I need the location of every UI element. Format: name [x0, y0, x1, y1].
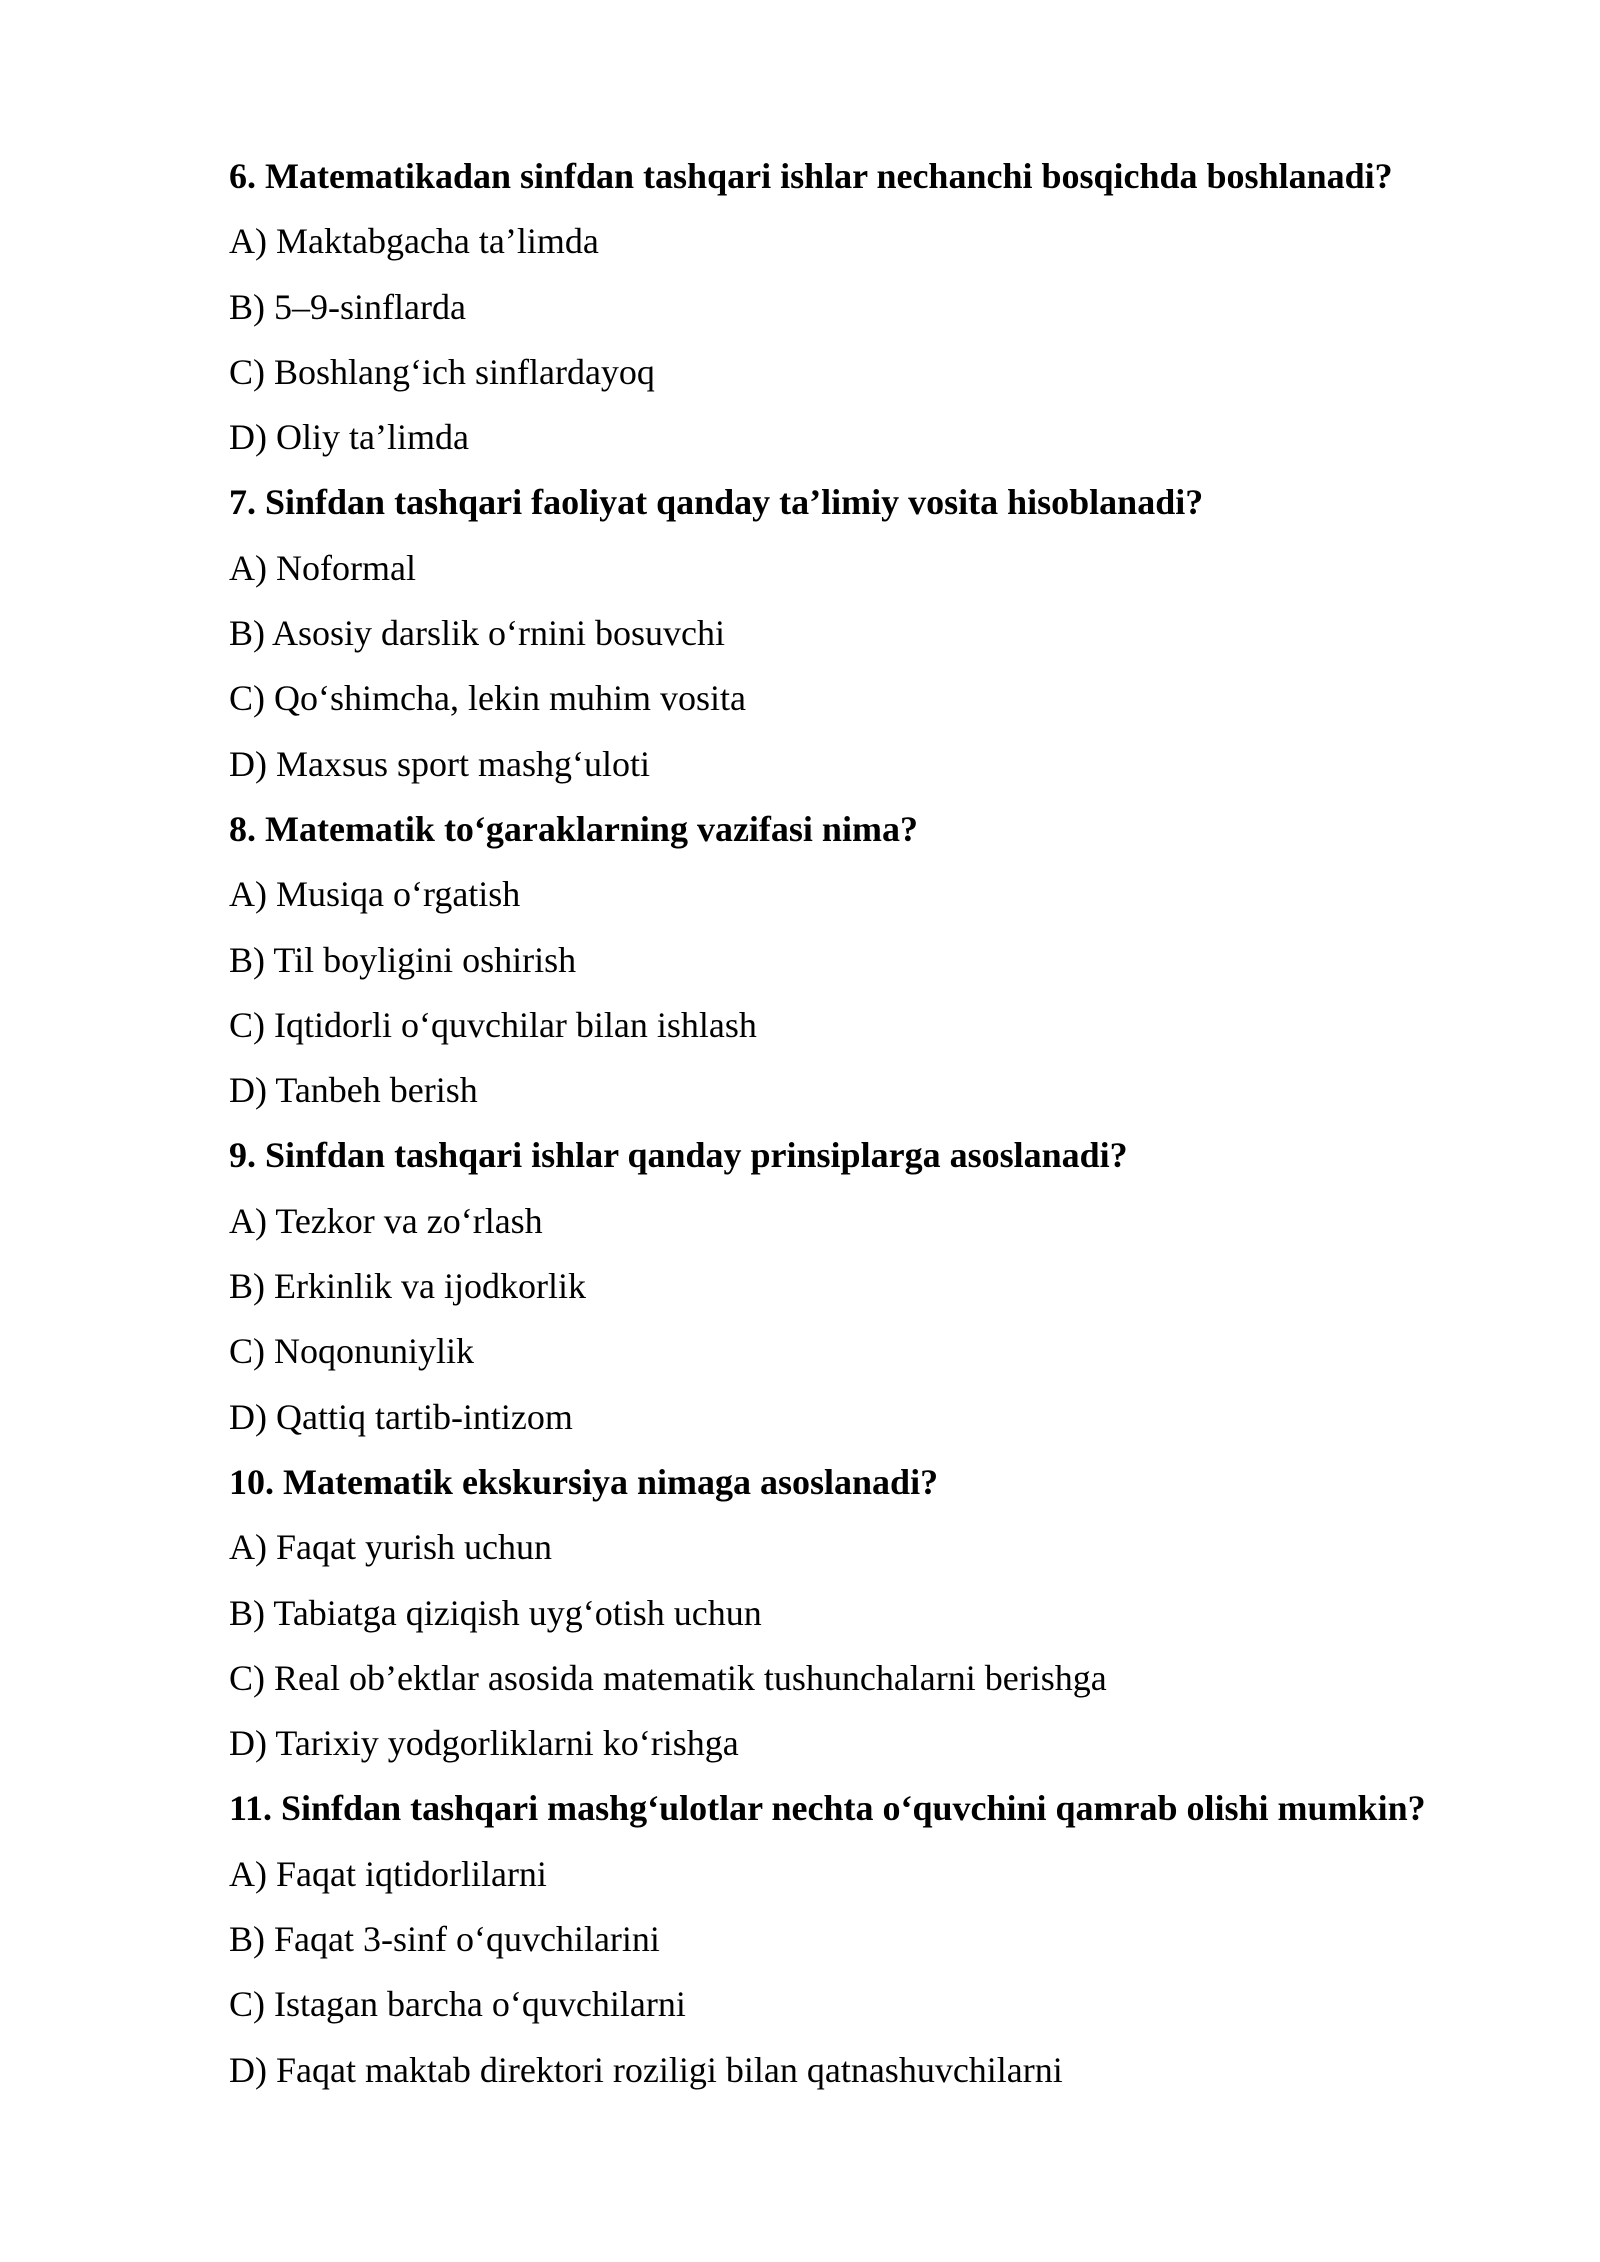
- question-block: [229, 1456, 1559, 1782]
- question-block: [229, 1129, 1559, 1455]
- answer-option: D) Tanbeh berish: [229, 1070, 478, 1111]
- question-text: 7. Sinfdan tashqari faoliyat qanday ta’limiy vosita hisoblanadi?: [229, 482, 1204, 523]
- question-text: 11. Sinfdan tashqari mashg‘ulotlar nechta o‘quvchini qamrab olishi mumkin?: [229, 1788, 1426, 1829]
- answer-option: B) Asosiy darslik o‘rnini bosuvchi: [229, 613, 725, 654]
- answer-option: A) Musiqa o‘rgatish: [229, 874, 521, 915]
- answer-option: C) Qo‘shimcha, lekin muhim vosita: [229, 678, 746, 719]
- answer-option: C) Noqonuniylik: [229, 1331, 475, 1372]
- question-text: 6. Matematikadan sinfdan tashqari ishlar nechanchi bosqichda boshlanadi?: [229, 156, 1393, 196]
- question-block: [229, 1782, 1559, 2108]
- answer-option: C) Real ob’ektlar asosida matematik tushunchalarni berishga: [229, 1657, 1107, 1698]
- quiz-page: [229, 150, 1559, 2109]
- question-text: 10. Matematik ekskursiya nimaga asoslanadi?: [229, 1461, 939, 1502]
- question-text: 9. Sinfdan tashqari ishlar qanday prinsiplarga asoslanadi?: [229, 1135, 1128, 1176]
- answer-option: A) Noformal: [229, 547, 416, 588]
- question-text: 8. Matematik to‘garaklarning vazifasi nima?: [229, 808, 918, 849]
- answer-option: C) Istagan barcha o‘quvchilarni: [229, 1984, 686, 2025]
- answer-option: B) Til boyligini oshirish: [229, 939, 577, 980]
- answer-option: D) Maxsus sport mashg‘uloti: [229, 743, 650, 784]
- question-block: [229, 150, 1559, 476]
- question-block: [229, 476, 1559, 802]
- answer-option: A) Tezkor va zo‘rlash: [229, 1200, 543, 1241]
- answer-option: C) Boshlang‘ich sinflardayoq: [229, 351, 655, 392]
- answer-option: D) Oliy ta’limda: [229, 417, 469, 458]
- answer-option: A) Maktabgacha ta’limda: [229, 221, 599, 262]
- question-block: [229, 803, 1559, 1129]
- answer-option: D) Tarixiy yodgorliklarni ko‘rishga: [229, 1723, 739, 1764]
- answer-option: B) Erkinlik va ijodkorlik: [229, 1266, 586, 1307]
- answer-option: C) Iqtidorli o‘quvchilar bilan ishlash: [229, 1004, 757, 1045]
- answer-option: D) Qattiq tartib-intizom: [229, 1396, 573, 1437]
- answer-option: B) Tabiatga qiziqish uyg‘otish uchun: [229, 1592, 762, 1633]
- answer-option: D) Faqat maktab direktori roziligi bilan qatnashuvchilarni: [229, 2049, 1063, 2090]
- answer-option: B) 5–9-sinflarda: [229, 286, 466, 327]
- answer-option: A) Faqat yurish uchun: [229, 1527, 552, 1568]
- answer-option: A) Faqat iqtidorlilarni: [229, 1853, 547, 1894]
- answer-option: B) Faqat 3-sinf o‘quvchilarini: [229, 1919, 660, 1960]
